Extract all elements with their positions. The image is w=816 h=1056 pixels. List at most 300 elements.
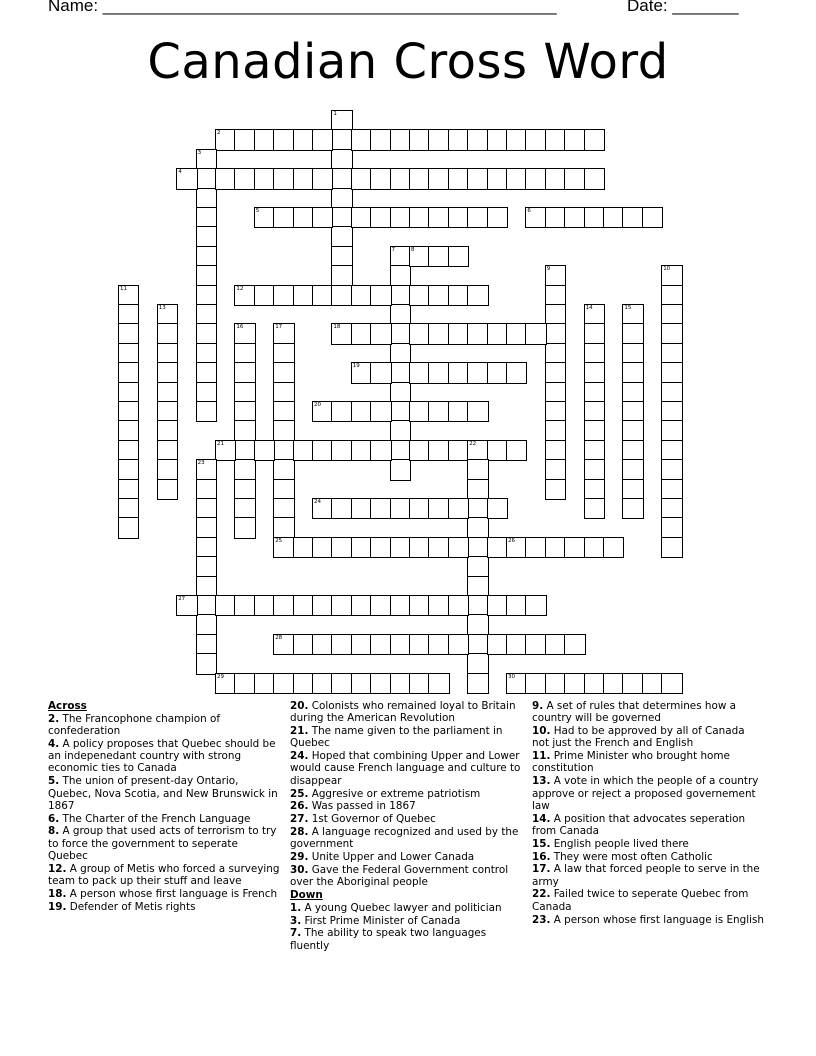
grid-cell[interactable] bbox=[331, 110, 352, 131]
grid-cell[interactable] bbox=[409, 207, 430, 228]
grid-cell[interactable] bbox=[545, 304, 566, 325]
grid-cell[interactable] bbox=[118, 420, 139, 441]
grid-cell[interactable] bbox=[351, 634, 372, 655]
grid-cell[interactable] bbox=[622, 207, 643, 228]
grid-cell[interactable] bbox=[467, 498, 488, 519]
grid-cell[interactable] bbox=[157, 323, 178, 344]
grid-cell[interactable] bbox=[331, 323, 352, 344]
grid-cell[interactable] bbox=[390, 362, 411, 383]
grid-cell[interactable] bbox=[234, 440, 255, 461]
grid-cell[interactable] bbox=[584, 343, 605, 364]
grid-cell[interactable] bbox=[409, 440, 430, 461]
grid-cell[interactable] bbox=[661, 265, 682, 286]
grid-cell[interactable] bbox=[390, 168, 411, 189]
grid-cell[interactable] bbox=[196, 188, 217, 209]
grid-cell[interactable] bbox=[661, 323, 682, 344]
grid-cell[interactable] bbox=[118, 517, 139, 538]
grid-cell[interactable] bbox=[448, 246, 469, 267]
grid-cell[interactable] bbox=[273, 440, 294, 461]
grid-cell[interactable] bbox=[584, 420, 605, 441]
grid-cell[interactable] bbox=[390, 537, 411, 558]
grid-cell[interactable] bbox=[273, 129, 294, 150]
grid-cell[interactable] bbox=[234, 595, 255, 616]
grid-cell[interactable] bbox=[661, 459, 682, 480]
grid-cell[interactable] bbox=[487, 207, 508, 228]
grid-cell[interactable] bbox=[584, 207, 605, 228]
grid-cell[interactable] bbox=[370, 498, 391, 519]
grid-cell[interactable] bbox=[118, 285, 139, 306]
grid-cell[interactable] bbox=[370, 595, 391, 616]
grid-cell[interactable] bbox=[293, 537, 314, 558]
grid-cell[interactable] bbox=[428, 246, 449, 267]
grid-cell[interactable] bbox=[603, 673, 624, 694]
grid-cell[interactable] bbox=[584, 168, 605, 189]
grid-cell[interactable] bbox=[584, 479, 605, 500]
grid-cell[interactable] bbox=[584, 498, 605, 519]
grid-cell[interactable] bbox=[215, 168, 236, 189]
grid-cell[interactable] bbox=[370, 285, 391, 306]
grid-cell[interactable] bbox=[661, 362, 682, 383]
grid-cell[interactable] bbox=[273, 362, 294, 383]
grid-cell[interactable] bbox=[390, 129, 411, 150]
grid-cell[interactable] bbox=[351, 168, 372, 189]
grid-cell[interactable] bbox=[564, 673, 585, 694]
grid-cell[interactable] bbox=[448, 285, 469, 306]
grid-cell[interactable] bbox=[234, 168, 255, 189]
grid-cell[interactable] bbox=[622, 479, 643, 500]
grid-cell[interactable] bbox=[118, 362, 139, 383]
grid-cell[interactable] bbox=[273, 595, 294, 616]
grid-cell[interactable] bbox=[409, 168, 430, 189]
grid-cell[interactable] bbox=[273, 401, 294, 422]
grid-cell[interactable] bbox=[545, 382, 566, 403]
grid-cell[interactable] bbox=[351, 537, 372, 558]
grid-cell[interactable] bbox=[234, 343, 255, 364]
grid-cell[interactable] bbox=[254, 285, 275, 306]
grid-cell[interactable] bbox=[331, 673, 352, 694]
grid-cell[interactable] bbox=[545, 479, 566, 500]
grid-cell[interactable] bbox=[351, 498, 372, 519]
grid-cell[interactable] bbox=[409, 362, 430, 383]
grid-cell[interactable] bbox=[370, 362, 391, 383]
grid-cell[interactable] bbox=[409, 595, 430, 616]
grid-cell[interactable] bbox=[293, 595, 314, 616]
grid-cell[interactable] bbox=[467, 401, 488, 422]
grid-cell[interactable] bbox=[661, 401, 682, 422]
grid-cell[interactable] bbox=[157, 459, 178, 480]
grid-cell[interactable] bbox=[312, 401, 333, 422]
grid-cell[interactable] bbox=[409, 323, 430, 344]
grid-cell[interactable] bbox=[118, 343, 139, 364]
grid-cell[interactable] bbox=[370, 207, 391, 228]
grid-cell[interactable] bbox=[196, 343, 217, 364]
grid-cell[interactable] bbox=[409, 537, 430, 558]
grid-cell[interactable] bbox=[196, 614, 217, 635]
grid-cell[interactable] bbox=[293, 129, 314, 150]
grid-cell[interactable] bbox=[331, 634, 352, 655]
grid-cell[interactable] bbox=[564, 129, 585, 150]
grid-cell[interactable] bbox=[409, 246, 430, 267]
grid-cell[interactable] bbox=[273, 498, 294, 519]
grid-cell[interactable] bbox=[293, 207, 314, 228]
grid-cell[interactable] bbox=[370, 440, 391, 461]
grid-cell[interactable] bbox=[215, 129, 236, 150]
grid-cell[interactable] bbox=[312, 634, 333, 655]
grid-cell[interactable] bbox=[467, 634, 488, 655]
grid-cell[interactable] bbox=[506, 634, 527, 655]
grid-cell[interactable] bbox=[428, 537, 449, 558]
grid-cell[interactable] bbox=[525, 537, 546, 558]
grid-cell[interactable] bbox=[331, 498, 352, 519]
grid-cell[interactable] bbox=[215, 673, 236, 694]
grid-cell[interactable] bbox=[661, 304, 682, 325]
grid-cell[interactable] bbox=[545, 343, 566, 364]
grid-cell[interactable] bbox=[448, 207, 469, 228]
grid-cell[interactable] bbox=[584, 673, 605, 694]
grid-cell[interactable] bbox=[428, 595, 449, 616]
grid-cell[interactable] bbox=[351, 362, 372, 383]
grid-cell[interactable] bbox=[622, 362, 643, 383]
grid-cell[interactable] bbox=[273, 343, 294, 364]
grid-cell[interactable] bbox=[157, 382, 178, 403]
grid-cell[interactable] bbox=[351, 401, 372, 422]
grid-cell[interactable] bbox=[234, 382, 255, 403]
grid-cell[interactable] bbox=[622, 498, 643, 519]
grid-cell[interactable] bbox=[467, 653, 488, 674]
grid-cell[interactable] bbox=[312, 207, 333, 228]
grid-cell[interactable] bbox=[390, 343, 411, 364]
grid-cell[interactable] bbox=[273, 459, 294, 480]
grid-cell[interactable] bbox=[448, 595, 469, 616]
grid-cell[interactable] bbox=[622, 420, 643, 441]
grid-cell[interactable] bbox=[545, 401, 566, 422]
grid-cell[interactable] bbox=[584, 382, 605, 403]
grid-cell[interactable] bbox=[525, 323, 546, 344]
grid-cell[interactable] bbox=[622, 673, 643, 694]
grid-cell[interactable] bbox=[390, 459, 411, 480]
grid-cell[interactable] bbox=[312, 537, 333, 558]
grid-cell[interactable] bbox=[196, 517, 217, 538]
grid-cell[interactable] bbox=[428, 498, 449, 519]
grid-cell[interactable] bbox=[273, 382, 294, 403]
grid-cell[interactable] bbox=[428, 285, 449, 306]
grid-cell[interactable] bbox=[312, 595, 333, 616]
grid-cell[interactable] bbox=[428, 129, 449, 150]
grid-cell[interactable] bbox=[196, 323, 217, 344]
grid-cell[interactable] bbox=[545, 634, 566, 655]
grid-cell[interactable] bbox=[176, 595, 197, 616]
grid-cell[interactable] bbox=[390, 382, 411, 403]
grid-cell[interactable] bbox=[351, 595, 372, 616]
grid-cell[interactable] bbox=[622, 323, 643, 344]
grid-cell[interactable] bbox=[622, 401, 643, 422]
grid-cell[interactable] bbox=[525, 207, 546, 228]
grid-cell[interactable] bbox=[545, 265, 566, 286]
grid-cell[interactable] bbox=[390, 401, 411, 422]
grid-cell[interactable] bbox=[467, 614, 488, 635]
grid-cell[interactable] bbox=[409, 401, 430, 422]
grid-cell[interactable] bbox=[196, 653, 217, 674]
grid-cell[interactable] bbox=[467, 595, 488, 616]
grid-cell[interactable] bbox=[118, 401, 139, 422]
grid-cell[interactable] bbox=[234, 362, 255, 383]
grid-cell[interactable] bbox=[390, 246, 411, 267]
grid-cell[interactable] bbox=[428, 440, 449, 461]
grid-cell[interactable] bbox=[390, 207, 411, 228]
grid-cell[interactable] bbox=[254, 673, 275, 694]
grid-cell[interactable] bbox=[467, 556, 488, 577]
grid-cell[interactable] bbox=[118, 498, 139, 519]
grid-cell[interactable] bbox=[351, 440, 372, 461]
grid-cell[interactable] bbox=[564, 207, 585, 228]
grid-cell[interactable] bbox=[467, 537, 488, 558]
grid-cell[interactable] bbox=[584, 304, 605, 325]
grid-cell[interactable] bbox=[584, 401, 605, 422]
grid-cell[interactable] bbox=[254, 440, 275, 461]
grid-cell[interactable] bbox=[118, 440, 139, 461]
grid-cell[interactable] bbox=[467, 129, 488, 150]
grid-cell[interactable] bbox=[545, 285, 566, 306]
grid-cell[interactable] bbox=[661, 517, 682, 538]
grid-cell[interactable] bbox=[622, 343, 643, 364]
grid-cell[interactable] bbox=[312, 440, 333, 461]
grid-cell[interactable] bbox=[351, 129, 372, 150]
grid-cell[interactable] bbox=[545, 673, 566, 694]
grid-cell[interactable] bbox=[331, 285, 352, 306]
grid-cell[interactable] bbox=[545, 207, 566, 228]
grid-cell[interactable] bbox=[448, 168, 469, 189]
grid-cell[interactable] bbox=[234, 420, 255, 441]
grid-cell[interactable] bbox=[118, 382, 139, 403]
grid-cell[interactable] bbox=[603, 537, 624, 558]
grid-cell[interactable] bbox=[428, 323, 449, 344]
grid-cell[interactable] bbox=[331, 265, 352, 286]
grid-cell[interactable] bbox=[254, 595, 275, 616]
grid-cell[interactable] bbox=[661, 673, 682, 694]
grid-cell[interactable] bbox=[467, 207, 488, 228]
grid-cell[interactable] bbox=[331, 246, 352, 267]
grid-cell[interactable] bbox=[273, 323, 294, 344]
grid-cell[interactable] bbox=[584, 537, 605, 558]
grid-cell[interactable] bbox=[196, 207, 217, 228]
grid-cell[interactable] bbox=[487, 498, 508, 519]
grid-cell[interactable] bbox=[545, 537, 566, 558]
grid-cell[interactable] bbox=[545, 168, 566, 189]
grid-cell[interactable] bbox=[545, 459, 566, 480]
grid-cell[interactable] bbox=[196, 168, 217, 189]
grid-cell[interactable] bbox=[196, 382, 217, 403]
grid-cell[interactable] bbox=[293, 440, 314, 461]
grid-cell[interactable] bbox=[409, 285, 430, 306]
grid-cell[interactable] bbox=[273, 207, 294, 228]
grid-cell[interactable] bbox=[196, 634, 217, 655]
grid-cell[interactable] bbox=[487, 129, 508, 150]
grid-cell[interactable] bbox=[390, 498, 411, 519]
grid-cell[interactable] bbox=[661, 343, 682, 364]
grid-cell[interactable] bbox=[234, 517, 255, 538]
grid-cell[interactable] bbox=[390, 265, 411, 286]
grid-cell[interactable] bbox=[506, 168, 527, 189]
grid-cell[interactable] bbox=[273, 673, 294, 694]
grid-cell[interactable] bbox=[118, 304, 139, 325]
grid-cell[interactable] bbox=[196, 459, 217, 480]
grid-cell[interactable] bbox=[622, 304, 643, 325]
grid-cell[interactable] bbox=[642, 207, 663, 228]
grid-cell[interactable] bbox=[506, 323, 527, 344]
grid-cell[interactable] bbox=[428, 673, 449, 694]
grid-cell[interactable] bbox=[293, 285, 314, 306]
grid-cell[interactable] bbox=[506, 362, 527, 383]
grid-cell[interactable] bbox=[196, 246, 217, 267]
grid-cell[interactable] bbox=[331, 188, 352, 209]
grid-cell[interactable] bbox=[564, 634, 585, 655]
grid-cell[interactable] bbox=[428, 634, 449, 655]
grid-cell[interactable] bbox=[487, 537, 508, 558]
grid-cell[interactable] bbox=[661, 420, 682, 441]
grid-cell[interactable] bbox=[642, 673, 663, 694]
grid-cell[interactable] bbox=[487, 168, 508, 189]
grid-cell[interactable] bbox=[545, 420, 566, 441]
grid-cell[interactable] bbox=[234, 673, 255, 694]
grid-cell[interactable] bbox=[351, 207, 372, 228]
grid-cell[interactable] bbox=[506, 673, 527, 694]
grid-cell[interactable] bbox=[234, 498, 255, 519]
grid-cell[interactable] bbox=[467, 673, 488, 694]
grid-cell[interactable] bbox=[506, 129, 527, 150]
grid-cell[interactable] bbox=[196, 479, 217, 500]
grid-cell[interactable] bbox=[603, 207, 624, 228]
grid-cell[interactable] bbox=[293, 168, 314, 189]
grid-cell[interactable] bbox=[254, 207, 275, 228]
grid-cell[interactable] bbox=[312, 673, 333, 694]
grid-cell[interactable] bbox=[234, 479, 255, 500]
grid-cell[interactable] bbox=[467, 479, 488, 500]
grid-cell[interactable] bbox=[467, 517, 488, 538]
grid-cell[interactable] bbox=[525, 634, 546, 655]
grid-cell[interactable] bbox=[273, 537, 294, 558]
grid-cell[interactable] bbox=[157, 362, 178, 383]
grid-cell[interactable] bbox=[351, 673, 372, 694]
grid-cell[interactable] bbox=[428, 168, 449, 189]
grid-cell[interactable] bbox=[254, 129, 275, 150]
grid-cell[interactable] bbox=[176, 168, 197, 189]
grid-cell[interactable] bbox=[331, 226, 352, 247]
grid-cell[interactable] bbox=[196, 362, 217, 383]
grid-cell[interactable] bbox=[370, 129, 391, 150]
grid-cell[interactable] bbox=[157, 401, 178, 422]
grid-cell[interactable] bbox=[293, 673, 314, 694]
grid-cell[interactable] bbox=[331, 401, 352, 422]
grid-cell[interactable] bbox=[215, 595, 236, 616]
grid-cell[interactable] bbox=[312, 285, 333, 306]
grid-cell[interactable] bbox=[448, 537, 469, 558]
grid-cell[interactable] bbox=[409, 498, 430, 519]
grid-cell[interactable] bbox=[215, 440, 236, 461]
grid-cell[interactable] bbox=[564, 168, 585, 189]
grid-cell[interactable] bbox=[157, 304, 178, 325]
grid-cell[interactable] bbox=[351, 323, 372, 344]
grid-cell[interactable] bbox=[390, 323, 411, 344]
grid-cell[interactable] bbox=[661, 498, 682, 519]
grid-cell[interactable] bbox=[370, 323, 391, 344]
grid-cell[interactable] bbox=[467, 168, 488, 189]
grid-cell[interactable] bbox=[118, 479, 139, 500]
grid-cell[interactable] bbox=[196, 265, 217, 286]
grid-cell[interactable] bbox=[584, 323, 605, 344]
grid-cell[interactable] bbox=[196, 401, 217, 422]
grid-cell[interactable] bbox=[273, 168, 294, 189]
grid-cell[interactable] bbox=[196, 149, 217, 170]
grid-cell[interactable] bbox=[234, 323, 255, 344]
grid-cell[interactable] bbox=[234, 285, 255, 306]
grid-cell[interactable] bbox=[467, 323, 488, 344]
grid-cell[interactable] bbox=[118, 323, 139, 344]
grid-cell[interactable] bbox=[448, 323, 469, 344]
grid-cell[interactable] bbox=[622, 382, 643, 403]
grid-cell[interactable] bbox=[525, 168, 546, 189]
grid-cell[interactable] bbox=[487, 634, 508, 655]
grid-cell[interactable] bbox=[622, 459, 643, 480]
grid-cell[interactable] bbox=[525, 129, 546, 150]
grid-cell[interactable] bbox=[273, 517, 294, 538]
grid-cell[interactable] bbox=[467, 285, 488, 306]
grid-cell[interactable] bbox=[273, 420, 294, 441]
grid-cell[interactable] bbox=[196, 537, 217, 558]
grid-cell[interactable] bbox=[428, 362, 449, 383]
grid-cell[interactable] bbox=[525, 595, 546, 616]
grid-cell[interactable] bbox=[467, 440, 488, 461]
grid-cell[interactable] bbox=[370, 634, 391, 655]
grid-cell[interactable] bbox=[584, 440, 605, 461]
grid-cell[interactable] bbox=[390, 440, 411, 461]
grid-cell[interactable] bbox=[390, 673, 411, 694]
grid-cell[interactable] bbox=[312, 129, 333, 150]
grid-cell[interactable] bbox=[312, 168, 333, 189]
grid-cell[interactable] bbox=[273, 634, 294, 655]
grid-cell[interactable] bbox=[331, 440, 352, 461]
grid-cell[interactable] bbox=[448, 634, 469, 655]
grid-cell[interactable] bbox=[157, 479, 178, 500]
grid-cell[interactable] bbox=[448, 498, 469, 519]
grid-cell[interactable] bbox=[370, 673, 391, 694]
grid-cell[interactable] bbox=[506, 440, 527, 461]
grid-cell[interactable] bbox=[196, 498, 217, 519]
grid-cell[interactable] bbox=[409, 673, 430, 694]
grid-cell[interactable] bbox=[370, 168, 391, 189]
grid-cell[interactable] bbox=[409, 634, 430, 655]
grid-cell[interactable] bbox=[487, 362, 508, 383]
grid-cell[interactable] bbox=[584, 129, 605, 150]
grid-cell[interactable] bbox=[157, 343, 178, 364]
grid-cell[interactable] bbox=[390, 420, 411, 441]
grid-cell[interactable] bbox=[254, 168, 275, 189]
grid-cell[interactable] bbox=[448, 440, 469, 461]
grid-cell[interactable] bbox=[273, 479, 294, 500]
grid-cell[interactable] bbox=[409, 129, 430, 150]
grid-cell[interactable] bbox=[428, 401, 449, 422]
grid-cell[interactable] bbox=[506, 537, 527, 558]
grid-cell[interactable] bbox=[234, 401, 255, 422]
grid-cell[interactable] bbox=[196, 304, 217, 325]
grid-cell[interactable] bbox=[196, 226, 217, 247]
grid-cell[interactable] bbox=[390, 634, 411, 655]
grid-cell[interactable] bbox=[545, 362, 566, 383]
grid-cell[interactable] bbox=[196, 576, 217, 597]
grid-cell[interactable] bbox=[506, 595, 527, 616]
grid-cell[interactable] bbox=[196, 556, 217, 577]
grid-cell[interactable] bbox=[661, 537, 682, 558]
grid-cell[interactable] bbox=[390, 285, 411, 306]
